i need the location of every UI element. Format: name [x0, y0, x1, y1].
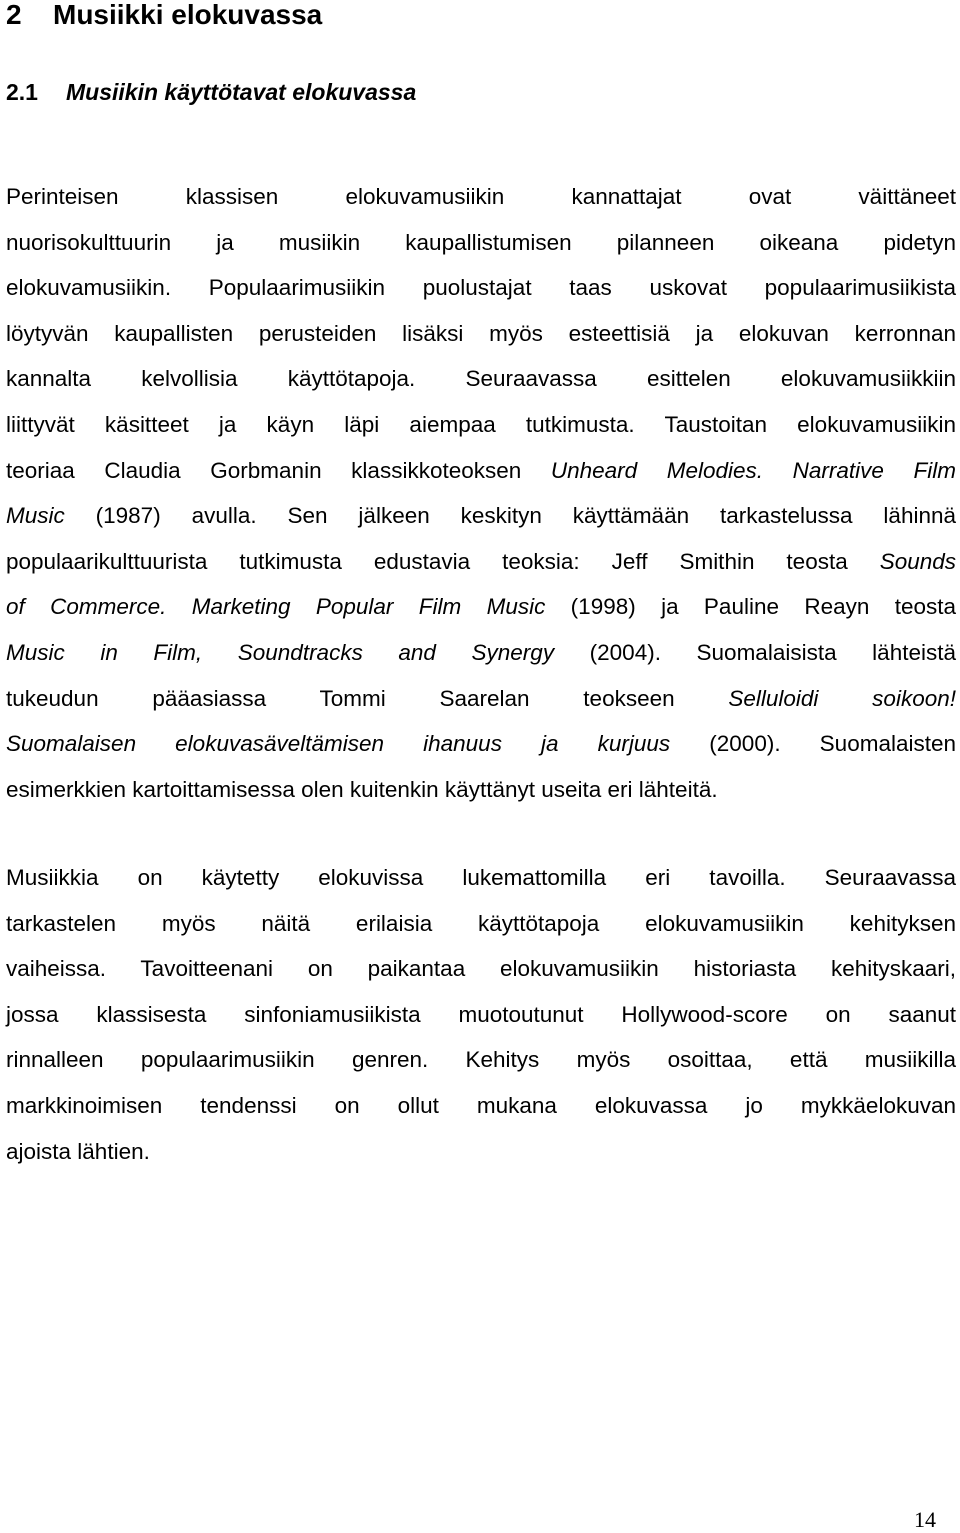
text-run: rinnalleen populaarimusiikin genren. Kehitys myös osoittaa, että musiikilla [6, 1047, 956, 1073]
text-line [6, 721, 956, 767]
chapter-heading [6, 0, 322, 32]
text-run: (2000). Suomalaisten [670, 731, 956, 757]
section-number: 2.1 [6, 79, 38, 105]
italic-title-text: Sounds [879, 548, 956, 574]
text-run: ajoista lähtien. [6, 1138, 150, 1164]
text-line [6, 174, 956, 220]
section-heading [6, 77, 416, 107]
paragraph-1 [6, 174, 956, 812]
paragraph-2 [6, 855, 956, 1174]
chapter-title: Musiikki elokuvassa [53, 0, 323, 30]
text-run: liittyvät käsitteet ja käyn läpi aiempaa tutkimusta. Taustoitan elokuvamusiikin [6, 411, 956, 437]
text-line [6, 630, 956, 676]
text-run: teoriaa Claudia Gorbmanin klassikkoteoksen [6, 457, 551, 483]
text-line [6, 1129, 956, 1175]
text-run: elokuvamusiikin. Populaarimusiikin puolustajat taas uskovat populaarimusiikista [6, 275, 956, 301]
text-line [6, 1083, 956, 1129]
italic-title-text: Music [6, 503, 65, 529]
text-run: Musiikkia on käytetty elokuvissa lukemattomilla eri tavoilla. Seuraavassa [6, 865, 956, 890]
text-run: tukeudun pääasiassa Tommi Saarelan teokseen [6, 685, 729, 711]
text-line [6, 855, 956, 901]
italic-title-text: of Commerce. Marketing Popular Film Music [6, 594, 546, 620]
text-run: (1987) avulla. Sen jälkeen keskityn käyttämään tarkastelussa lähinnä [64, 503, 956, 529]
italic-title-text: Selluloidi soikoon! [728, 685, 956, 711]
text-line [6, 946, 956, 992]
text-run: nuorisokulttuurin ja musiikin kaupallistumisen pilanneen oikeana pidetyn [6, 229, 956, 255]
text-line [6, 901, 956, 947]
text-line [6, 311, 956, 357]
text-run: markkinoimisen tendenssi on ollut mukana elokuvassa jo mykkäelokuvan [6, 1092, 956, 1118]
text-run: löytyvän kaupallisten perusteiden lisäksi myös esteettisiä ja elokuvan kerronnan [6, 320, 956, 346]
text-line [6, 992, 956, 1038]
text-line [6, 448, 956, 494]
text-run: populaarikulttuurista tutkimusta edustavia teoksia: Jeff Smithin teosta [6, 548, 880, 574]
text-line [6, 356, 956, 402]
text-line [6, 767, 956, 813]
text-run: kannalta kelvollisia käyttötapoja. Seuraavassa esittelen elokuvamusiikkiin [6, 366, 956, 392]
text-run: jossa klassisesta sinfoniamusiikista muotoutunut Hollywood-score on saanut [6, 1001, 956, 1027]
page-number: 14 [914, 1507, 936, 1532]
italic-title-text: Suomalaisen elokuvasäveltämisen ihanuus ja kurjuus [6, 731, 671, 757]
text-run: tarkastelen myös näitä erilaisia käyttötapoja elokuvamusiikin kehityksen [6, 910, 956, 936]
text-line [6, 265, 956, 311]
text-line [6, 493, 956, 539]
italic-title-text: Unheard Melodies. Narrative Film [550, 457, 956, 483]
text-run: (1998) ja Pauline Reayn teosta [545, 594, 957, 620]
text-line [6, 539, 956, 585]
text-line [6, 1037, 956, 1083]
text-run: esimerkkien kartoittamisessa olen kuitenkin käyttänyt useita eri lähteitä. [6, 776, 718, 802]
text-line [6, 402, 956, 448]
text-run: vaiheissa. Tavoitteenani on paikantaa elokuvamusiikin historiasta kehityskaari, [6, 956, 956, 982]
section-title: Musiikin käyttötavat elokuvassa [66, 79, 417, 105]
text-run: (2004). Suomalaisista lähteistä [554, 639, 956, 665]
text-line [6, 220, 956, 266]
chapter-number: 2 [6, 0, 22, 30]
text-line [6, 584, 956, 630]
text-run: Perinteisen klassisen elokuvamusiikin kannattajat ovat väittäneet [6, 184, 956, 209]
text-line [6, 676, 956, 722]
italic-title-text: Music in Film, Soundtracks and Synergy [6, 639, 555, 665]
